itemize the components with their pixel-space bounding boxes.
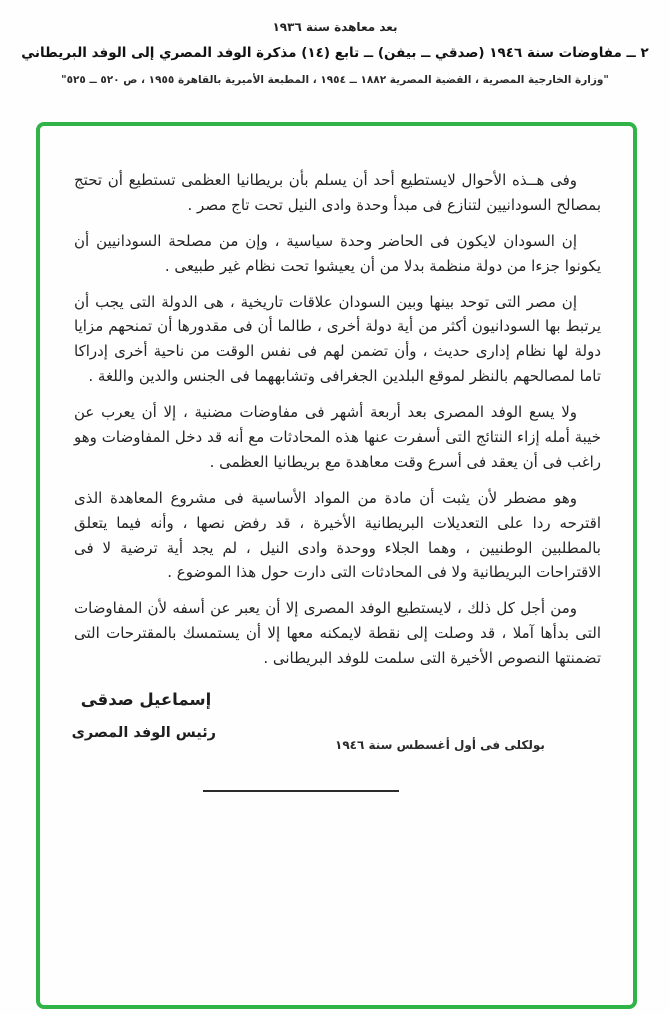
header-source-citation: "وزارة الخارجية المصرية ، القضية المصرية ١٨٨٢ ــ ١٩٥٤ ، المطبعة الأميرية بالقاهرة ١٩٥٥ ، ص ٥٢٠ ــ ٥٢٥"	[61, 74, 609, 86]
body-paragraph: إن السودان لايكون فى الحاضر وحدة سياسية ، وإن من مصلحة السودانيين أن يكونوا جزءا من دولة منظمة بدلا من أن يعيشوا تحت نظام غير طبيعى .	[74, 231, 601, 275]
document-header	[0, 0, 670, 86]
signature-block	[71, 690, 216, 742]
date-line: بولكلى فى أول أغسطس سنة ١٩٤٦	[335, 738, 545, 753]
body-paragraph: وفى هــذه الأحوال لايستطيع أحد أن يسلم بأن بريطانيا العظمى تستطيع أن تحتج بمصالح السودانيين لتنازع فى مبدأ وحدة وادى النيل تحت تاج مصر .	[74, 171, 601, 214]
body-paragraph: إن مصر التى توحد بينها وبين السودان علاقات تاريخية ، هى الدولة التى يجب أن يرتبط بها السودانيون أكثر من أية دولة أخرى ، طالما أن فى مقدورها أن تمنحهم مزايا دولة لها نظام إدارى حديث ، وأن تضمن لهم فى نفس الوقت من ناحية أخرى إدراكا تاما لمصالحهم بالنظر لموقع البلدين الجغرافى وتشابههما فى الجنس والدين واللغة .	[74, 292, 601, 386]
header-document-title: ٢ ــ مفاوضات سنة ١٩٤٦ (صدقي ــ بيفن) ــ تابع (١٤) مذكرة الوفد المصري إلى الوفد البريطاني	[21, 45, 649, 61]
closing-rule	[203, 790, 399, 792]
signature-title: رئيس الوفد المصرى	[71, 725, 216, 742]
document-frame	[36, 122, 637, 1009]
body-paragraph: ومن أجل كل ذلك ، لايستطيع الوفد المصرى إلا أن يعبر عن أسفه لأن المفاوضات التى بدأها آملا ، قد وصلت إلى نقطة لايمكنه معها إلا أن يستمسك بالمقترحات التى تضمنتها النصوص الأخيرة التى سلمت للوفد البريطانى .	[74, 599, 601, 668]
header-series-title: بعد معاهدة سنة ١٩٣٦	[272, 20, 398, 34]
body-paragraph: ولا يسع الوفد المصرى بعد أربعة أشهر فى مفاوضات مضنية ، إلا أن يعرب عن خيبة أمله إزاء النتائج التى أسفرت عنها هذه المحادثات مع أنه قد دخل المفاوضات وهو راغب فى أن يعقد فى أسرع وقت معاهدة مع بريطانيا العظمى .	[74, 403, 601, 471]
body-paragraph: وهو مضطر لأن يثبت أن مادة من المواد الأساسية فى مشروع المعاهدة الذى اقترحه ردا على التعديلات البريطانية الأخيرة ، قد رفض نصها ، وأنه فيما يتعلق بالمطلبين الوطنيين ، وهما الجلاء ووحدة وادى النيل ، لم يجد أية ترضية لا فى الاقتراحات البريطانية ولا فى المحادثات التى دارت حول هذا الموضوع .	[74, 488, 601, 582]
closing-section	[40, 682, 633, 842]
signature-name: إسماعيل صدقى	[80, 690, 212, 710]
document-body	[40, 126, 633, 671]
